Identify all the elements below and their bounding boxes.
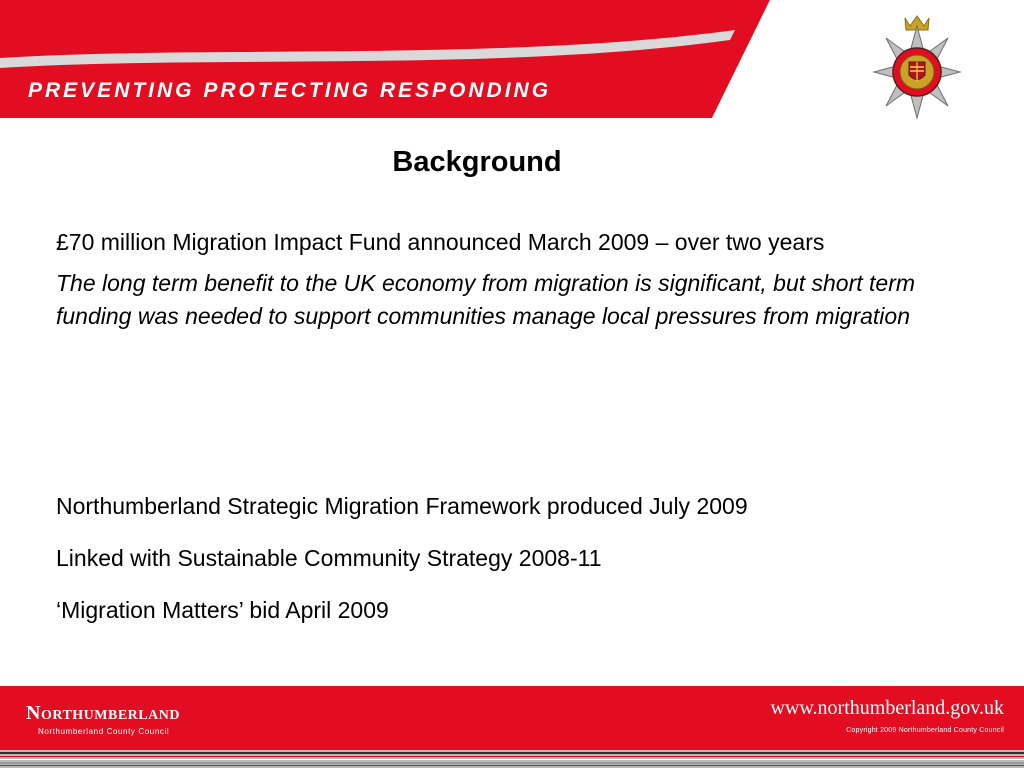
footer-copyright: Copyright 2009 Northumberland County Council bbox=[846, 727, 1004, 734]
list-item: Linked with Sustainable Community Strategy 2008-11 bbox=[56, 545, 602, 571]
fire-rescue-crest-icon bbox=[872, 12, 962, 124]
footer-logo-sub: Northumberland County Council bbox=[38, 727, 170, 736]
header-tagline: PREVENTING PROTECTING RESPONDING bbox=[28, 79, 552, 102]
slide-title: Background bbox=[392, 146, 562, 178]
paragraph-benefit: The long term benefit to the UK economy from migration is significant, but short term funding was needed to support communities manage local pressures from migration bbox=[56, 270, 916, 329]
header-band bbox=[0, 0, 1024, 118]
footer-url[interactable]: www.northumberland.gov.uk bbox=[770, 697, 1004, 719]
slide-body bbox=[56, 226, 956, 341]
list-item: Northumberland Strategic Migration Framework produced July 2009 bbox=[56, 493, 748, 519]
list-item: ‘Migration Matters’ bid April 2009 bbox=[56, 597, 389, 623]
footer-band bbox=[0, 686, 1024, 768]
paragraph-fund: £70 million Migration Impact Fund announced March 2009 – over two years bbox=[56, 229, 825, 255]
footer-logo-name: Northumberland bbox=[26, 702, 180, 724]
slide-list bbox=[56, 490, 956, 646]
footer-stripes bbox=[0, 750, 1024, 768]
